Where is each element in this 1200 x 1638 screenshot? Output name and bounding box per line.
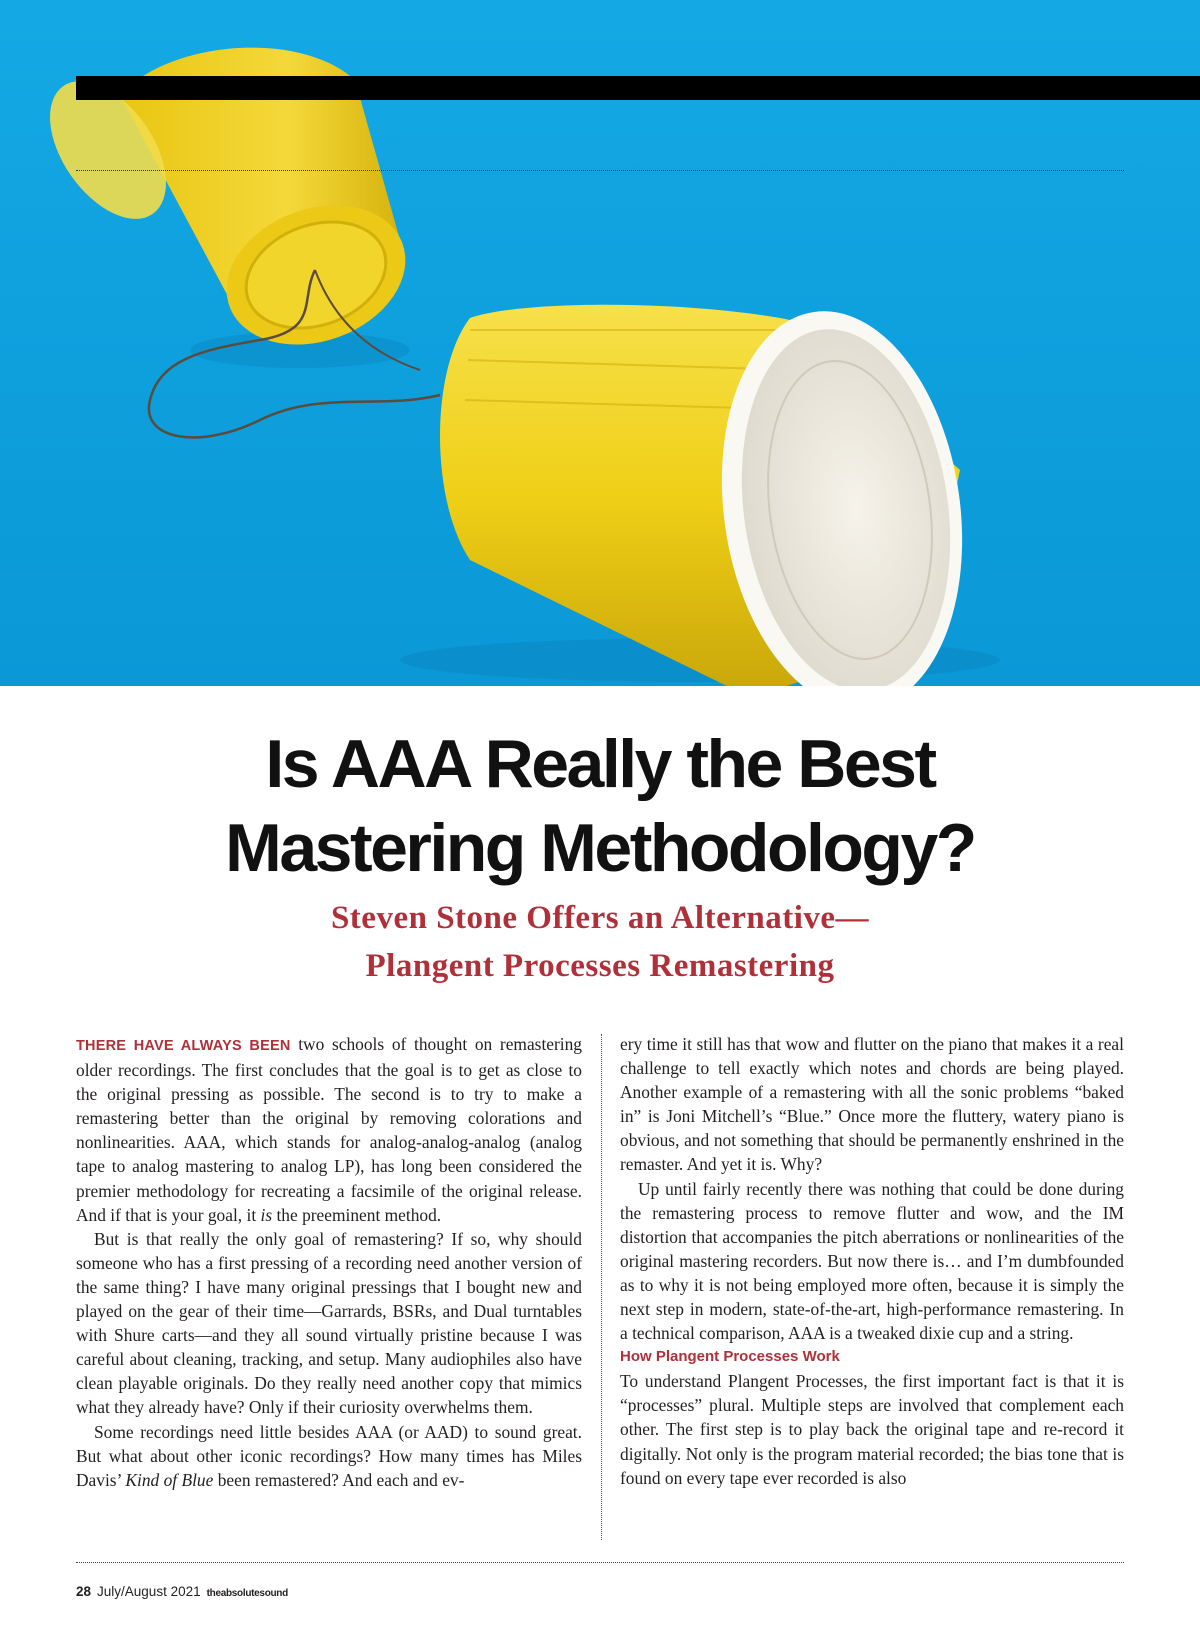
subhead: How Plangent Processes Work xyxy=(620,1348,840,1366)
deck-line-2: Plangent Processes Remastering xyxy=(365,948,835,984)
dotted-rule xyxy=(76,170,1124,171)
footer xyxy=(76,1584,288,1599)
headline xyxy=(0,722,1200,890)
paragraph-2: But is that really the only goal of remastering? If so, why should someone who has a first pressing of a recording need another version of the same thing? I have many original pressings that I bought new and played on the gear of their time—Garrards, BSRs, and Dual turntables with Shure carts—and they all sound virtually pristine because I was careful about cleaning, tracking, and setup. Many audiophiles also have clean playable originals. Do they really need another copy that mimics what they already have? Only if their curiosity overwhelms them. xyxy=(76,1228,582,1418)
publication-logo: theabsolutesound xyxy=(206,1588,288,1599)
body-column-left xyxy=(76,1032,582,1492)
header-bar xyxy=(76,76,1200,100)
deck-line-1: Steven Stone Offers an Alternative— xyxy=(330,900,870,936)
lead-in: THERE HAVE ALWAYS BEEN xyxy=(76,1038,291,1054)
cup-telephone-illustration xyxy=(0,0,1200,686)
column-divider xyxy=(601,1034,602,1540)
paragraph-1-end: the preeminent method. xyxy=(272,1204,442,1225)
album-title: Kind of Blue xyxy=(125,1469,214,1490)
footer-rule xyxy=(76,1562,1124,1563)
paragraph-3-continued: been remastered? And each and ev- xyxy=(213,1469,465,1490)
issue-date: July/August 2021 xyxy=(97,1584,201,1599)
emphasis: is xyxy=(260,1204,273,1225)
paragraph-3 xyxy=(76,1420,582,1492)
deck xyxy=(0,894,1200,990)
hero-photo xyxy=(0,0,1200,686)
paragraph-1 xyxy=(76,1032,582,1227)
paragraph-4: Up until fairly recently there was nothing that could be done during the remastering process to remove flutter and wow, and the IM distortion that accompanies the pitch aberrations or nonlinearities of the original mastering recorders. But now there is… and I’m dumbfounded as to why it is not being employed more often, because it is simply the next step in modern, state-of-the-art, high-performance remastering. In a technical comparison, AAA is a tweaked dixie cup and a string. xyxy=(620,1178,1124,1344)
paragraph-5: To understand Plangent Processes, the first important fact is that it is “processes” plural. Multiple steps are involved that complement each other. The first step is to play back the original tape and re-record it digitally. Not only is the program material recorded; the bias tone that is found on every tape ever recorded is also xyxy=(620,1371,1124,1488)
paragraph-3-continued-right: ery time it still has that wow and flutter on the piano that makes it a real challenge to tell exactly which notes and chords are being played. Another example of a remastering with all the sonic problems “baked in” is Joni Mitchell’s “Blue.” Once more the fluttery, watery piano is obvious, and not something that should be permanently enshrined in the remaster. And yet it is. Why? xyxy=(620,1034,1124,1175)
paragraph-3-text: Some recordings need little besides AAA (or AAD) to sound great. But what about other iconic recordings? How many times has Miles Davis’ xyxy=(76,1421,582,1490)
large-cup xyxy=(440,296,987,686)
headline-line-1: Is AAA Really the Best xyxy=(265,726,935,802)
page-number: 28 xyxy=(76,1584,92,1599)
headline-line-2: Mastering Methodology? xyxy=(225,810,975,886)
paragraph-1-text: two schools of thought on remastering older recordings. The first concludes that the goal is to get as close to the original pressing as possible. The second is to try to make a remastering better than the original by removing colorations and nonlinearities. AAA, which stands for analog-analog-analog (analog tape to analog mastering to analog LP), has long been considered the premier methodology for recreating a facsimile of the original release. And if that is your goal, it xyxy=(76,1034,583,1225)
body-column-right xyxy=(620,1032,1124,1490)
